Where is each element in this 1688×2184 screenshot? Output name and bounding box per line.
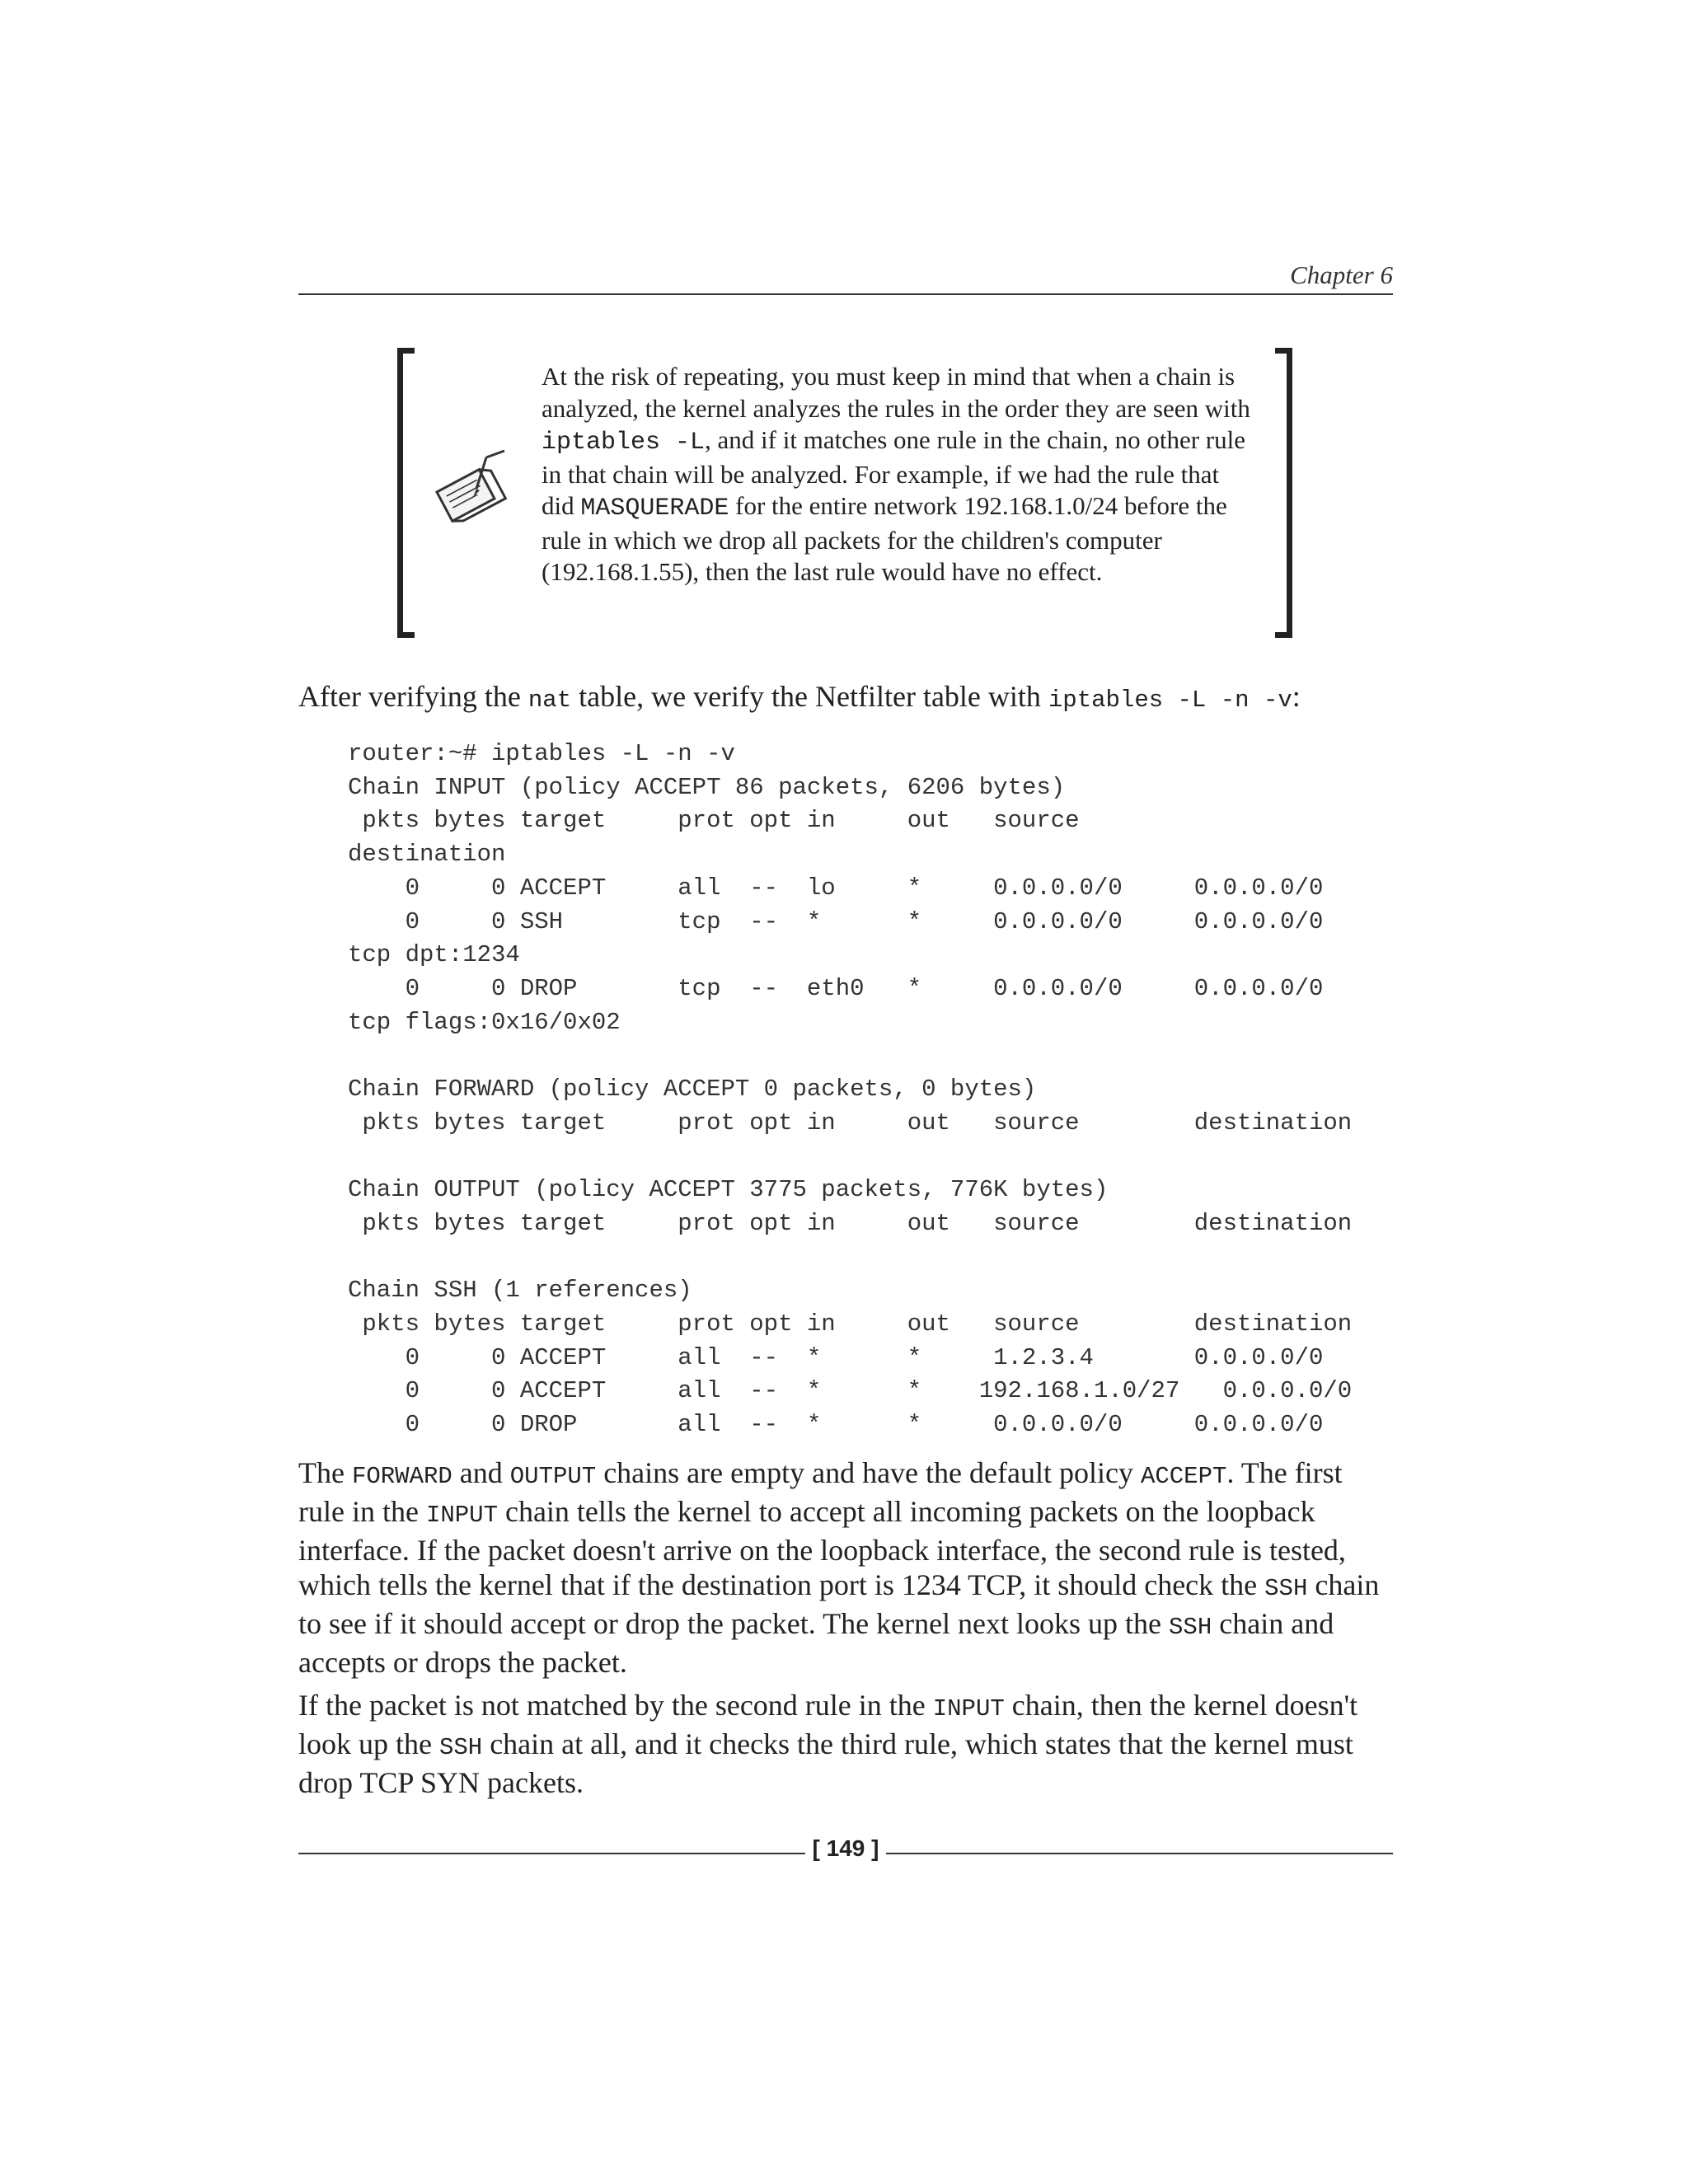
note-bracket-right [1275, 348, 1292, 638]
note-text: At the risk of repeating, you must keep in mind that when a chain is analyzed, the kernel analyzes the rules in the order they are seen with iptables -L, and if it matches one rule in the chain, no other rule in that chain will be analyzed. For example, if we had the rule that did MASQUERADE for the entire network 192.168.1.0/24 before the rule in which we drop all packets for the children's computer (192.168.1.55), then the last rule would have no effect. [542, 362, 1250, 586]
note-bracket-left [397, 348, 415, 638]
chapter-label: Chapter 6 [1290, 260, 1393, 289]
code-block: router:~# iptables -L -n -v Chain INPUT (policy ACCEPT 86 packets, 6206 bytes) pkts bytes target prot opt in out source destination 0 0 ACCEPT all -- lo * 0.0.0.0/0 0.0.0.0/0 0 0 SSH tcp -- * * 0.0.0.0/0 0.0.0.0/0 tcp dpt:1234 0 0 DROP tcp -- eth0 * 0.0.0.0/0 0.0.0.0/0 tcp flags:0x16/0x02 Chain FORWARD (policy ACCEPT 0 packets, 0 bytes) pkts bytes target prot opt in out source destination Chain OUTPUT (policy ACCEPT 3775 packets, 776K bytes) pkts bytes target prot opt in out source destination Chain SSH (1 references) pkts bytes target prot opt in out source destination 0 0 ACCEPT all -- * * 1.2.3.4 0.0.0.0/0 0 0 ACCEPT all -- * * 192.168.1.0/27 0.0.0.0/0 0 0 DROP all -- * * 0.0.0.0/0 0.0.0.0/0 [348, 740, 1353, 1439]
footer-rule-right [886, 1853, 1393, 1854]
body-paragraph-2: If the packet is not matched by the second rule in the INPUT chain, then the kernel doesn't look up the SSH chain at all, and it checks the third rule, which states that the kernel must drop TCP SYN packets. [298, 1689, 1358, 1799]
notes-icon [429, 449, 519, 523]
body-paragraph-1: The FORWARD and OUTPUT chains are empty and have the default policy ACCEPT. The first rule in the INPUT chain tells the kernel to accept all incoming packets on the loopback interface. If the packet doesn't arrive on the loopback interface, the second rule is tested, which tells the kernel that if the destination port is 1234 TCP, it should check the SSH chain to see if it should accept or drop the packet. The kernel next looks up the SSH chain and accepts or drops the packet. [298, 1456, 1380, 1679]
page-footer [298, 1835, 1393, 1872]
page-number: [ 149 ] [812, 1835, 879, 1861]
intro-paragraph: After verifying the nat table, we verify the Netfilter table with iptables -L -n -v: [298, 680, 1301, 714]
running-header [298, 259, 1393, 295]
